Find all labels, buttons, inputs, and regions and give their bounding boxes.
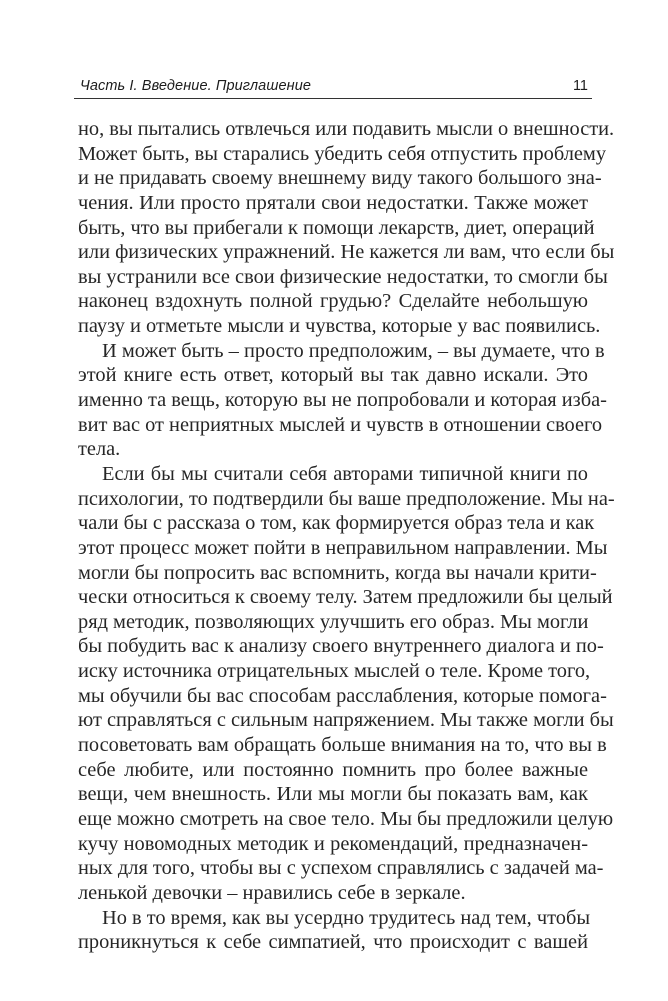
- text-line: этот процесс может пойти в неправильном направлении. Мы: [78, 536, 608, 559]
- text-line: вещи, чем внешность. Или мы могли бы показать вам, как: [78, 783, 588, 806]
- text-line: психологии, то подтвердили бы ваше предположение. Мы на-: [78, 487, 615, 510]
- text-line: Если бы мы считали себя авторами типичной книги по: [102, 462, 588, 485]
- text-line: ленькой девочки – нравились себе в зеркале.: [78, 881, 466, 904]
- text-line: тела.: [78, 438, 121, 461]
- text-line: ных для того, чтобы вы с успехом справлялись с задачей ма-: [78, 857, 604, 880]
- text-line: Но в то время, как вы усердно трудитесь над тем, чтобы: [102, 906, 591, 929]
- text-line: Может быть, вы старались убедить себя отпустить проблему: [78, 142, 607, 165]
- text-line: быть, что вы прибегали к помощи лекарств, диет, операций: [78, 216, 595, 239]
- text-line: еще можно смотреть на свое тело. Мы бы предложили целую: [78, 807, 614, 830]
- paragraph: [78, 906, 591, 955]
- page-number: 11: [572, 78, 588, 94]
- text-line: паузу и отметьте мысли и чувства, которые у вас появились.: [78, 315, 601, 338]
- text-line: бы побудить вас к анализу своего внутреннего диалога и по-: [78, 635, 604, 658]
- paragraph: [78, 339, 607, 462]
- text-line: чения. Или просто прятали свои недостатки. Также может: [78, 191, 588, 214]
- text-line: именно та вещь, которую вы не попробовали и которая изба-: [78, 389, 607, 412]
- text-line: мы обучили бы вас способам расслабления, которые помога-: [78, 684, 607, 707]
- text-line: но, вы пытались отвлечься или подавить мысли о внешности.: [78, 118, 615, 140]
- text-line: вы устранили все свои физические недостатки, то смогли бы: [78, 265, 608, 288]
- text-line: посоветовать вам обращать больше внимания на то, что вы в: [78, 734, 607, 757]
- paragraph: [78, 117, 615, 339]
- paragraph: [78, 462, 615, 906]
- text-line: иску источника отрицательных мыслей о теле. Кроме того,: [78, 660, 591, 683]
- text-line: и не придавать своему внешнему виду такого большого зна-: [78, 167, 602, 190]
- text-line: наконец вздохнуть полной грудью? Сделайте небольшую: [78, 290, 588, 313]
- text-line: чали бы с рассказа о том, как формируется образ тела и как: [78, 512, 595, 535]
- text-body: [78, 117, 615, 955]
- text-line: или физических упражнений. Не кажется ли вам, что если бы: [78, 241, 615, 264]
- text-line: могли бы попросить вас вспомнить, когда вы начали крити-: [78, 561, 597, 584]
- text-line: кучу новомодных методик и рекомендаций, предназначен-: [78, 832, 588, 855]
- text-line: ют справляться с сильным напряжением. Мы также могли бы: [78, 709, 614, 732]
- text-line: ряд методик, позволяющих улучшить его образ. Мы могли: [78, 610, 589, 633]
- text-line: этой книге есть ответ, который вы так давно искали. Это: [78, 364, 588, 387]
- running-head: [74, 76, 592, 99]
- text-line: проникнуться к себе симпатией, что происходит с вашей: [78, 931, 588, 954]
- text-line: вит вас от неприятных мыслей и чувств в отношении своего: [78, 413, 603, 436]
- running-title: Часть I. Введение. Приглашение: [80, 78, 312, 94]
- text-line: чески относиться к своему телу. Затем предложили бы целый: [78, 586, 613, 609]
- text-line: И может быть – просто предположим, – вы думаете, что в: [102, 339, 605, 362]
- text-line: себе любите, или постоянно помнить про более важные: [78, 758, 588, 781]
